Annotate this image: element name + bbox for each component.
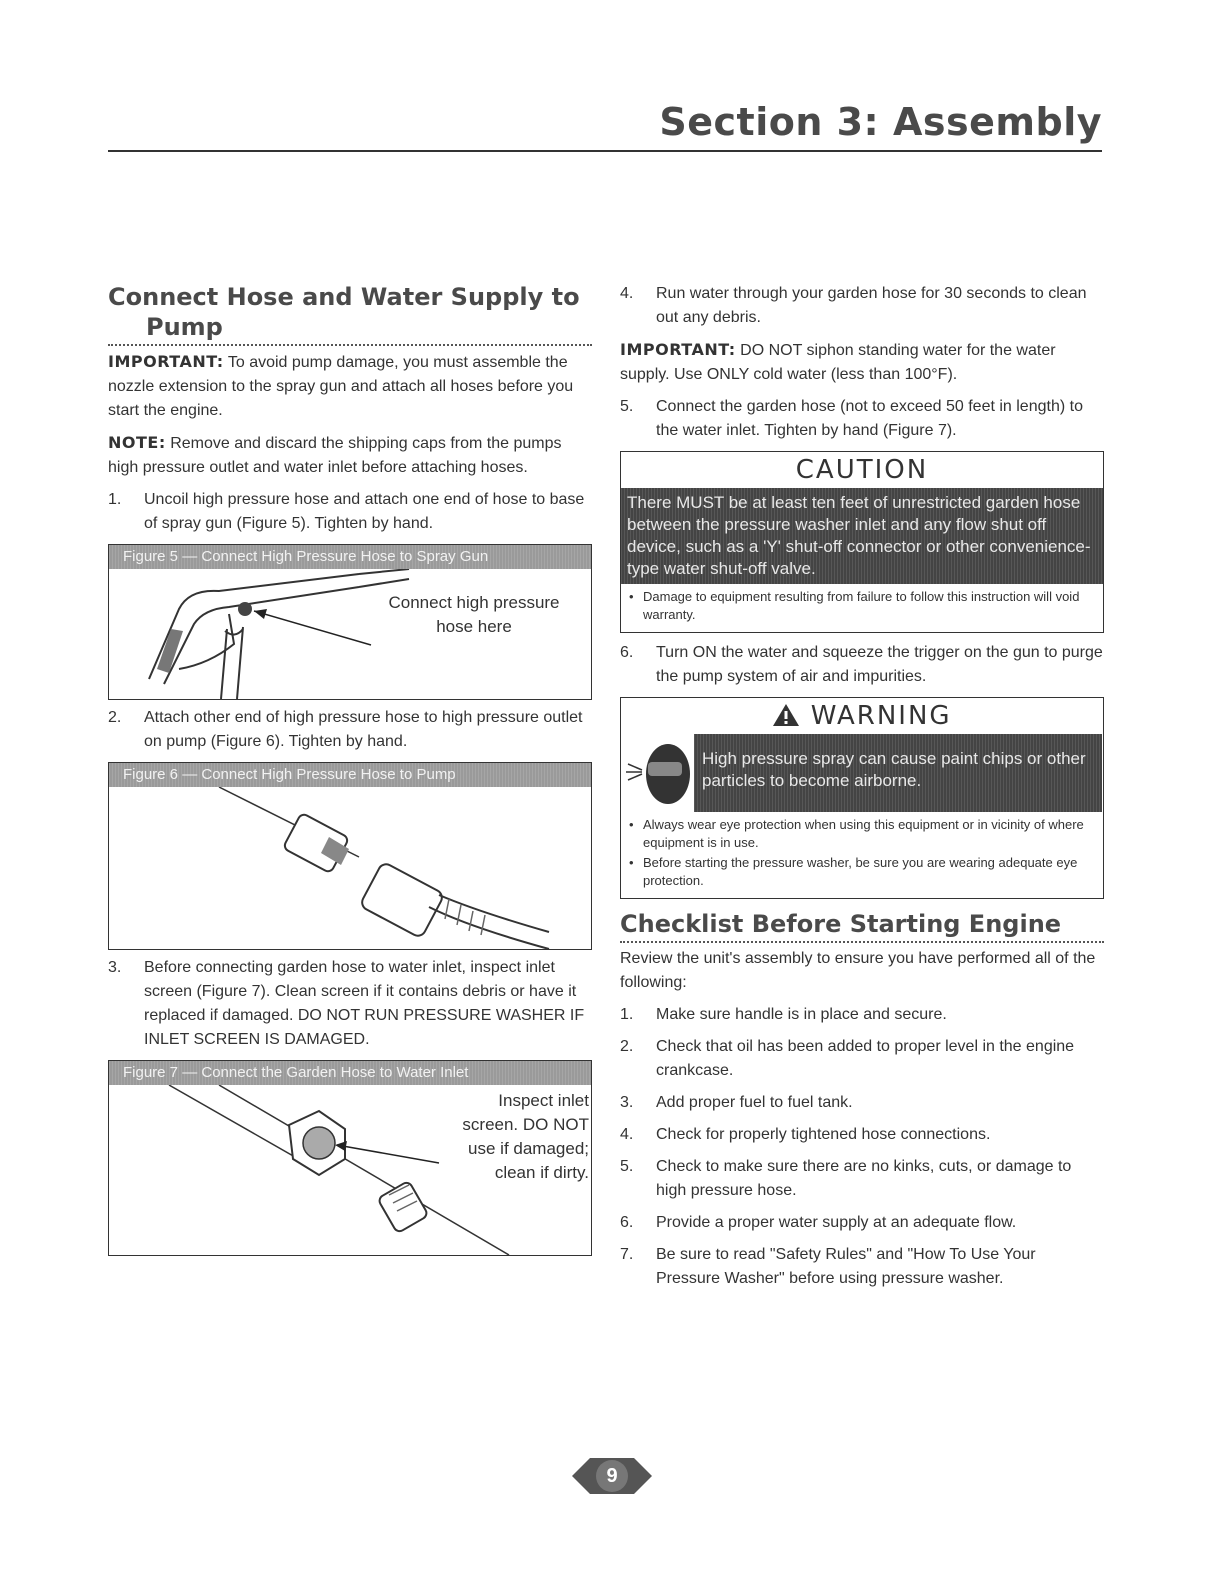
caution-message: There MUST be at least ten feet of unrestricted garden hose between the pressure washer inlet and any flow shut off device, such as a 'Y' shut-off connector or other convenience-type water shut-off valve. (621, 488, 1103, 584)
warning-banner (622, 734, 1102, 812)
safety-goggles-icon (622, 734, 694, 812)
checklist-heading: Checklist Before Starting Engine (620, 909, 1104, 943)
left-column (108, 282, 592, 1262)
step-1: 1. Uncoil high pressure hose and attach one end of hose to base of spray gun (Figure 5). Tighten by hand. (108, 491, 585, 532)
warning-message: High pressure spray can cause paint chips or other particles to become airborne. (702, 749, 1086, 790)
figure-7 (108, 1060, 592, 1256)
figure-7-callout: Inspect inlet screen. DO NOT use if damaged; clean if dirty. (462, 1091, 589, 1182)
section-title: Section 3: Assembly (659, 100, 1102, 144)
list-item: 4. Check for properly tightened hose connections. (620, 1126, 991, 1143)
important-siphon-paragraph: IMPORTANT: DO NOT siphon standing water for the water supply. Use ONLY cold water (less than 100°F). (620, 340, 1056, 383)
step-2: 2. Attach other end of high pressure hose to high pressure outlet on pump (Figure 6). Tighten by hand. (108, 709, 583, 750)
figure-7-title: Figure 7 — Connect the Garden Hose to Water Inlet (109, 1061, 591, 1085)
figure-6 (108, 762, 592, 950)
step-4: 4. Run water through your garden hose for 30 seconds to clean out any debris. (620, 285, 1087, 326)
important-paragraph: IMPORTANT: To avoid pump damage, you must assemble the nozzle extension to the spray gun and attach all hoses before you start the engine. (108, 352, 574, 419)
warning-title: WARNING (810, 701, 952, 731)
warning-bullet: • Always wear eye protection when using this equipment or in vicinity of where equipment is in use. (629, 817, 1084, 850)
checklist (620, 1003, 1104, 1291)
list-item: 3. Add proper fuel to fuel tank. (620, 1094, 853, 1111)
warning-header (621, 698, 1103, 734)
step-6: 6. Turn ON the water and squeeze the trigger on the gun to purge the pump system of air and impurities. (620, 644, 1103, 685)
caution-title: CAUTION (795, 455, 929, 485)
warning-triangle-icon (772, 703, 800, 727)
checklist-intro: Review the unit's assembly to ensure you have performed all of the following: (620, 950, 1096, 991)
caution-bullet: • Damage to equipment resulting from failure to follow this instruction will void warranty. (629, 589, 1080, 622)
figure-5 (108, 544, 592, 700)
connect-hose-heading: Connect Hose and Water Supply to Pump (108, 282, 592, 346)
note-paragraph: NOTE: Remove and discard the shipping caps from the pumps high pressure outlet and water inlet before attaching hoses. (108, 433, 562, 476)
caution-box (620, 451, 1104, 633)
warning-bullet: • Before starting the pressure washer, be sure you are wearing adequate eye protection. (629, 855, 1078, 888)
right-column (620, 282, 1104, 1299)
figure-5-callout: Connect high pressure hose here (388, 593, 560, 636)
figure-5-title: Figure 5 — Connect High Pressure Hose to Spray Gun (109, 545, 591, 569)
step-5: 5. Connect the garden hose (not to exceed 50 feet in length) to the water inlet. Tighten by hand (Figure 7). (620, 398, 1083, 439)
list-item: 6. Provide a proper water supply at an adequate flow. (620, 1214, 1017, 1231)
figure-6-title: Figure 6 — Connect High Pressure Hose to Pump (109, 763, 591, 787)
title-divider (108, 150, 1102, 152)
list-item: 5. Check to make sure there are no kinks, cuts, or damage to high pressure hose. (620, 1158, 1072, 1199)
page-number: 9 (606, 1465, 618, 1487)
list-item: 2. Check that oil has been added to proper level in the engine crankcase. (620, 1038, 1075, 1079)
list-item: 1. Make sure handle is in place and secure. (620, 1006, 947, 1023)
list-item: 7. Be sure to read "Safety Rules" and "How To Use Your Pressure Washer" before using pressure washer. (620, 1246, 1036, 1287)
step-3: 3. Before connecting garden hose to water inlet, inspect inlet screen (Figure 7). Clean screen if it contains debris or have it replaced if damaged. DO NOT RUN PRESSURE WASHER IF INLET SCREEN IS DAMAGED. (108, 959, 585, 1048)
warning-box (620, 697, 1104, 899)
pump-hose-illustration (109, 787, 593, 949)
page-number-badge (572, 1454, 652, 1503)
